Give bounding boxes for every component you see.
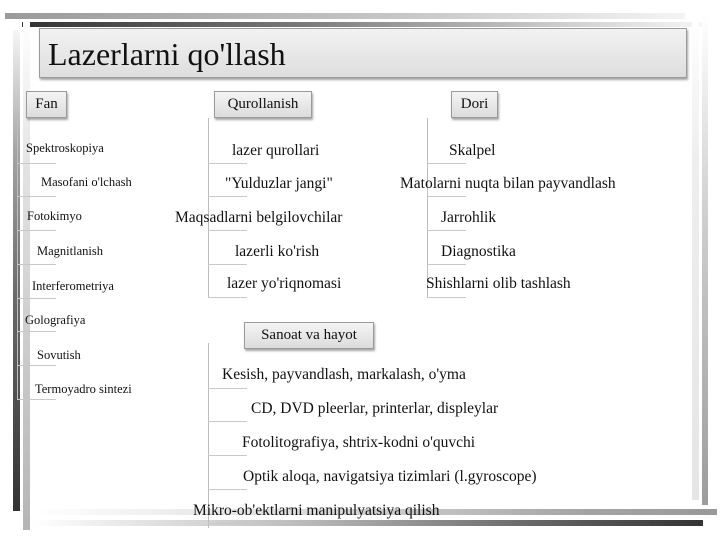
fan-connector-vertical <box>17 118 18 400</box>
dori-connector <box>427 196 466 197</box>
qurollanish-connector <box>208 163 247 164</box>
qurollanish-item-yulduzlar-jangi: "Yulduzlar jangi" <box>225 175 333 192</box>
qurollanish-connector <box>208 264 247 265</box>
qurollanish-connector <box>208 230 247 231</box>
fan-category-button[interactable]: Fan <box>26 91 67 118</box>
frame-right-bar-light <box>692 15 699 500</box>
dori-connector <box>427 230 466 231</box>
dori-item-skalpel: Skalpel <box>449 142 496 159</box>
dori-connector <box>427 297 466 298</box>
qurollanish-connector <box>208 297 247 298</box>
qurollanish-connector-vertical <box>208 118 209 298</box>
fan-connector <box>17 331 56 332</box>
frame-top-bar-dark <box>22 22 702 27</box>
fan-connector <box>17 264 56 265</box>
fan-connector <box>17 196 56 197</box>
qurollanish-connector <box>208 196 247 197</box>
dori-connector <box>427 163 466 164</box>
dori-connector <box>427 264 466 265</box>
fan-item-golografiya: Golografiya <box>25 313 86 327</box>
qurollanish-item-lazer-qurollari: lazer qurollari <box>232 142 320 159</box>
qurollanish-item-lazerli-korish: lazerli ko'rish <box>235 243 320 260</box>
frame-right-bar-dark <box>702 15 708 505</box>
fan-connector <box>17 399 56 400</box>
sanoat-item-kesish-payvandlash: Kesish, payvandlash, markalash, o'yma <box>222 366 466 383</box>
frame-top-bar-light <box>5 13 685 19</box>
qurollanish-category-button[interactable]: Qurollanish <box>214 91 312 118</box>
fan-connector <box>17 365 56 366</box>
sanoat-connector-vertical <box>208 343 209 528</box>
qurollanish-item-maqsadlarni-belgilovchilar: Maqsadlarni belgilovchilar <box>175 209 343 226</box>
sanoat-connector <box>208 523 247 524</box>
sanoat-connector <box>208 455 247 456</box>
sanoat-va-hayot-category-button[interactable]: Sanoat va hayot <box>244 322 374 349</box>
fan-item-interferometriya: Interferometriya <box>32 279 114 293</box>
fan-connector <box>17 163 56 164</box>
dori-item-jarrohlik: Jarrohlik <box>441 209 497 226</box>
fan-connector <box>17 298 56 299</box>
dori-item-matolarni-payvandlash: Matolarni nuqta bilan payvandlash <box>400 175 616 192</box>
qurollanish-item-lazer-yoriqnomasi: lazer yo'riqnomasi <box>227 275 342 292</box>
slide-title: Lazerlarni qo'llash <box>48 36 286 72</box>
sanoat-item-optik-aloqa: Optik aloqa, navigatsiya tizimlari (l.gyroscope) <box>243 468 537 485</box>
sanoat-item-cd-dvd-pleerlar: CD, DVD pleerlar, printerlar, displeylar <box>251 400 499 417</box>
dori-item-shishlarni-olib-tashlash: Shishlarni olib tashlash <box>426 275 571 292</box>
fan-item-magnitlanish: Magnitlanish <box>37 244 103 258</box>
fan-item-fotokimyo: Fotokimyo <box>27 209 82 223</box>
dori-connector-vertical <box>427 118 428 298</box>
sanoat-item-mikro-obektlar: Mikro-ob'ektlarni manipulyatsiya qilish <box>193 502 440 519</box>
fan-connector <box>17 230 56 231</box>
fan-item-masofani-olchash: Masofani o'lchash <box>41 175 132 189</box>
fan-item-spektroskopiya: Spektroskopiya <box>26 141 104 155</box>
dori-category-button[interactable]: Dori <box>451 91 498 118</box>
sanoat-connector <box>208 388 247 389</box>
dori-item-diagnostika: Diagnostika <box>441 243 516 260</box>
fan-item-sovutish: Sovutish <box>37 348 81 362</box>
sanoat-connector <box>208 421 247 422</box>
sanoat-connector <box>208 489 247 490</box>
fan-item-termoyadro-sintezi: Termoyadro sintezi <box>35 382 132 396</box>
title-box <box>39 28 687 78</box>
sanoat-item-fotolitografiya: Fotolitografiya, shtrix-kodni o'quvchi <box>242 434 476 451</box>
frame-bottom-bar-dark <box>33 520 703 526</box>
